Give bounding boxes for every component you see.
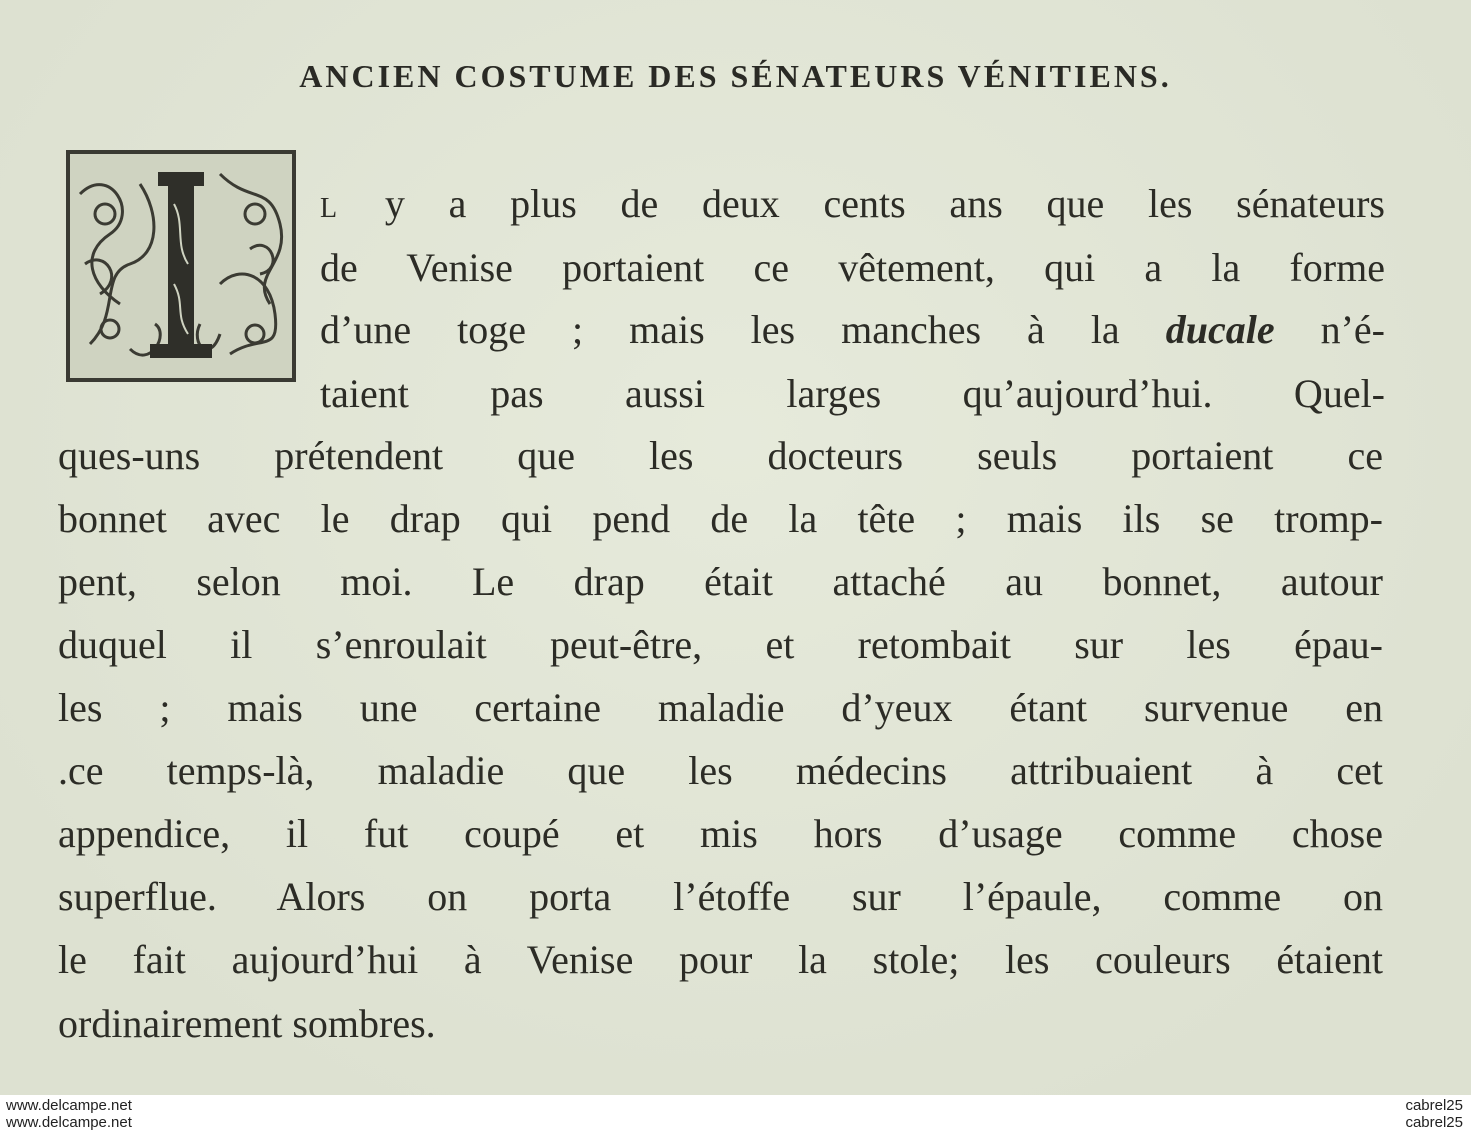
text-line-3 [320,308,1385,352]
text-line-11: appendice, il fut coupé et mis hors d’usage comme chose [58,811,1383,856]
text-line-13: le fait aujourd’hui à Venise pour la stole; les couleurs étaient [58,937,1383,982]
text-line-7: pent, selon moi. Le drap était attaché au bonnet, autour [58,559,1383,604]
page-title: ANCIEN COSTUME DES SÉNATEURS VÉNITIENS. [299,58,1172,94]
text-line-12: superflue. Alors on porta l’étoffe sur l’épaule, comme on [58,874,1383,919]
text-span: d’une toge ; mais les manches à la [320,307,1166,352]
text-line-1 [320,182,1385,231]
text-line-6: bonnet avec le drap qui pend de la tête ; mais ils se tromp- [58,496,1383,541]
watermark-footer [0,1095,1471,1132]
ornate-drop-cap [66,150,296,382]
footer-link-left[interactable]: www.delcampe.net [6,1097,132,1114]
text-line-14: ordinairement sombres. [58,1001,436,1046]
text-line-4: taient pas aussi larges qu’aujourd’hui. Quel- [320,371,1385,416]
text-line-9: les ; mais une certaine maladie d’yeux étant survenue en [58,685,1383,730]
small-caps-letter: L [320,193,342,224]
text-line-10: .ce temps-là, maladie que les médecins attribuaient à cet [58,748,1383,793]
text-line-5: ques-uns prétendent que les docteurs seuls portaient ce [58,433,1383,478]
italic-word: ducale [1165,307,1275,352]
footer-seller-right[interactable]: cabrel25 [1405,1097,1463,1114]
ornate-initial-i-icon [70,154,292,378]
text-line-8: duquel il s’enroulait peut-être, et retombait sur les épau- [58,622,1383,667]
text-span: n’é- [1274,307,1385,352]
footer-link-left-2[interactable]: www.delcampe.net [6,1114,132,1131]
text-line-2: de Venise portaient ce vêtement, qui a la forme [320,245,1385,290]
footer-seller-right-2[interactable]: cabrel25 [1405,1114,1463,1131]
text-span: y a plus de deux cents ans que les sénateurs [341,181,1385,226]
